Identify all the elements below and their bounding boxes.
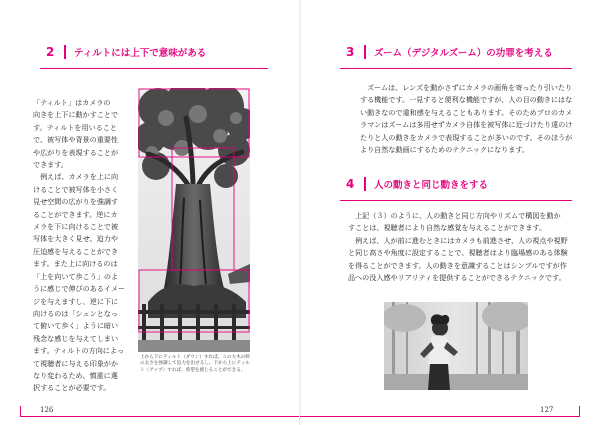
body-line: て俯いて歩く」ように暗い [33,321,119,331]
body-line: 残念な感じを与えてしまい [33,333,119,343]
photo-caption [140,355,250,374]
body-line: 択することが必要です。 [33,383,111,393]
body-line: 例えば、カメラを上に向 [33,172,119,182]
section-title: 人の動きと同じ動きをする [374,180,489,191]
body-line: すことは、視聴者により自然な感覚を与えることができます。 [348,223,547,233]
heading-rule [40,68,268,69]
body-line: 「上を向いて歩こう」のよ [33,271,119,281]
section-3-body [360,82,572,156]
right-page [300,0,600,425]
heading-accent-bar [364,45,366,59]
footer-rule [20,416,300,417]
body-line: けることで被写体を小さく [33,184,119,194]
body-line: 例えば、人が前に進むときにはカメラも前進させ、人の視点や視野 [348,235,568,245]
footer-rule [300,416,580,417]
body-line: 圧迫感を与えることができ [33,246,119,256]
body-line: い動きなので違和感を与えることもあります。そのためプロのカメ [360,107,573,117]
footer-edge-mark [579,406,580,417]
body-line: 向けるのは「シュンとなっ [33,308,118,318]
section-number: 2 [46,45,55,59]
section-title: ズーム（デジタルズーム）の功罪を考える [374,48,553,59]
body-line: と同じ高さや角度に設定することで、視聴者はより臨場感のある体験 [348,248,568,258]
caption-line: の太さを強調して迫力を出せるし、下から上にティル [140,361,250,367]
body-line: する機能です。一見すると便利な機能ですが、人の目の動きにはな [360,95,573,105]
body-line: で、被写体や背景の重要性 [33,135,118,145]
body-line: ジを与えますし、逆に下に [33,296,119,306]
body-line: ることができます。逆にカ [33,209,118,219]
tree-photo [138,88,250,352]
caption-line: 上から下にティルト（ダウン）すれば、この大木の幹 [140,355,250,360]
left-body-text [33,97,125,395]
body-line: や広がりを表現することが [33,147,119,157]
page-number: 126 [40,406,54,414]
body-line: て視聴者に与える印象がか [33,358,119,368]
footer-edge-mark [20,406,21,417]
heading-accent-bar [64,45,66,59]
body-line: 写体を大きく見せ、迫力や [33,234,118,244]
body-line: 見せ空間の広がりを強調す [33,197,119,207]
section-2-heading [46,45,206,59]
heading-rule [340,200,572,201]
body-line: なり変わるため、慎重に選 [33,370,118,380]
section-4-body [348,210,568,284]
body-line: メラを下に向けることで被 [33,222,119,232]
body-line: ズームは、レンズを動かさずにカメラの画角を寄ったり引いたり [360,83,573,92]
body-line: 向きを上下に動かすことで [33,110,119,120]
section-number: 3 [346,45,355,59]
body-line: す。ティルトを用いること [33,122,117,132]
runner-photo [384,302,528,390]
body-line: たりと人の動きをカメラで表現することが多いのです。そのほうが [360,132,573,142]
heading-accent-bar [364,177,366,191]
section-title: ティルトには上下で意味がある [74,48,207,59]
body-line: を得ることができます。人の動きを意識することはシンプルですが作 [348,260,567,270]
heading-rule [340,68,572,69]
body-line: うに感じで伸びのあるイメー [33,284,126,294]
body-line: より自然な動画にするためのテクニックになります。 [360,145,529,155]
body-line: ます。また上に向けるのは [33,259,118,269]
body-line: ます。ティルトの方向によっ [33,346,125,356]
section-3-heading [346,45,553,59]
body-line: 上記（３）のように、人の動きと同じ方向やリズムで構図を動か [348,211,561,220]
body-line: ラマンはズームは多用せずカメラ自体を被写体に近づけたり遠のけ [360,120,573,130]
section-number: 4 [346,177,355,191]
body-line: 品への没入感やリアリティを提供することができるテクニックです。 [348,273,566,283]
body-line: できます。 [33,160,68,170]
body-line: 「ティルト」はカメラの [33,98,111,107]
page-number: 127 [540,406,554,414]
section-4-heading [346,177,488,191]
caption-line: ト（アップ）すれば、希望を感じることができる。 [140,367,246,373]
